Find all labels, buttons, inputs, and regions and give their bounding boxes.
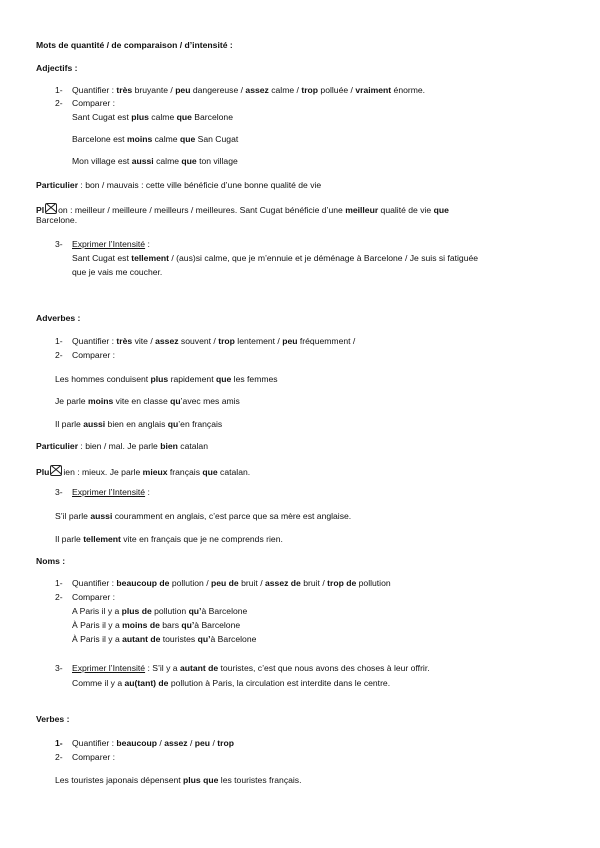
section-heading-verbes: Verbes : [36,714,70,724]
text: couramment en anglais, c’est parce que sa mère est anglaise. [112,511,352,521]
keyword: autant de [179,663,219,673]
text: catalan [177,441,208,451]
text: Plu [36,467,50,477]
text: ’en français [178,419,223,429]
text: calme [148,112,177,122]
adj-word: très [116,85,133,95]
keyword: que [179,134,196,144]
keyword: qu [170,396,181,406]
keyword: tellement [83,534,121,544]
adj-compare-line [55,99,115,109]
label: Quantifier : [72,85,117,95]
label: Comparer : [72,350,115,360]
text: calme / [268,85,302,95]
adj-word: vraiment [355,85,392,95]
keyword: aussi [90,511,113,521]
text: Comme il y a [72,678,125,688]
text: à Barcelone [210,634,257,644]
keyword: trop de [327,578,357,588]
adv-example-2 [55,397,240,407]
label: Quantifier : [72,578,117,588]
text: pollution [151,606,189,616]
list-number: 2- [55,752,63,762]
adv-particulier-line [36,442,208,452]
text: Il parle [55,419,84,429]
adj-plus-line-cont: Barcelone. [36,215,78,225]
text: touristes [160,634,198,644]
keyword: moins [87,396,114,406]
list-number: 1- [55,85,63,95]
text: bars [159,620,182,630]
text: français [167,467,203,477]
keyword: que [216,374,232,384]
text: Les touristes japonais dépensent [55,775,184,785]
text: Sant Cugat est [72,112,132,122]
text: À Paris il y a [72,634,123,644]
text: Barcelone [191,112,233,122]
keyword: que [181,156,197,166]
particulier-label: Particulier [36,441,79,451]
text: / [210,738,218,748]
text: Mon village est [72,156,132,166]
keyword: qu’ [188,606,202,616]
keyword: aussi [131,156,154,166]
text: Sant Cugat est [72,253,132,263]
keyword: meilleur [345,205,379,215]
noms-quantifier-line [55,579,391,589]
keyword: au(tant) de [124,678,169,688]
keyword: très [116,336,133,346]
text: San Cugat [195,134,239,144]
keyword: qu [167,419,179,429]
text: qualité de vie [378,205,434,215]
page-title: Mots de quantité / de comparaison / d’intensité : [36,40,233,50]
adv-example-3 [55,420,222,430]
text: souvent / [178,336,219,346]
text: dangereuse / [190,85,246,95]
label: Comparer : [72,98,115,108]
keyword: mieux [142,467,168,477]
keyword: plus [131,112,149,122]
noms-example-3 [72,635,256,645]
verbes-example-1 [55,776,302,786]
adj-example-2 [72,135,238,145]
adj-plus-line [36,203,449,216]
text: À Paris il y a [72,620,123,630]
keyword: que [202,467,218,477]
verbes-quantifier-line [55,739,234,749]
text: pollution à Paris, la circulation est interdite dans le centre. [168,678,391,688]
keyword: trop [218,336,235,346]
keyword: plus [150,374,169,384]
text: les touristes français. [218,775,302,785]
keyword: beaucoup de [116,578,170,588]
noms-intensite-text-2 [72,679,390,689]
text: catalan. [217,467,251,477]
keyword: peu de [211,578,239,588]
adj-intensite-line [55,240,150,250]
keyword: aussi [83,419,106,429]
text: A Paris il y a [72,606,122,616]
list-number: 1- [55,578,63,588]
keyword: plus de [121,606,152,616]
list-number: 1- [55,336,63,346]
adj-example-1 [72,113,233,123]
intensite-label: Exprimer l’Intensité [72,487,146,497]
broken-image-icon [45,203,57,214]
text: : S’il y a [145,663,180,673]
keyword: trop [217,738,234,748]
text: Il parle [55,534,84,544]
list-number: 3- [55,487,63,497]
text: ton village [196,156,238,166]
text: : bon / mauvais : cette ville bénéficie d’une bonne qualité de vie [78,180,322,190]
text: pollution / [169,578,212,588]
text: à Barcelone [201,606,248,616]
text: Pl [36,205,45,215]
label: Comparer : [72,752,115,762]
adv-intensite-ex-2 [55,535,283,545]
noms-compare-line [55,593,115,603]
adj-example-3 [72,157,238,167]
adv-intensite-line [55,488,150,498]
adj-word: peu [175,85,191,95]
section-heading-adverbes: Adverbes : [36,313,81,323]
text: pollution [356,578,391,588]
text: ien : mieux. Je parle [63,467,143,477]
text: : bien / mal. Je parle [78,441,161,451]
keyword: peu [194,738,211,748]
keyword: assez de [265,578,301,588]
particulier-label: Particulier [36,180,79,190]
text: rapidement [168,374,216,384]
keyword: qu’ [181,620,195,630]
label: Quantifier : [72,336,117,346]
intensite-label: Exprimer l’Intensité [72,663,146,673]
list-number: 3- [55,663,63,673]
section-heading-adjectifs: Adjectifs : [36,63,78,73]
keyword: qu’ [197,634,211,644]
adv-quantifier-line [55,337,355,347]
text: Barcelone est [72,134,127,144]
adv-compare-line [55,351,115,361]
list-number: 2- [55,350,63,360]
label: Comparer : [72,592,115,602]
keyword: moins [126,134,153,144]
adv-example-1 [55,375,278,385]
text: calme [153,156,182,166]
keyword: beaucoup [116,738,158,748]
keyword: que [176,112,192,122]
keyword: autant de [122,634,161,644]
text: énorme. [391,85,426,95]
text: polluée / [318,85,356,95]
broken-image-icon [50,465,62,476]
label: Quantifier : [72,738,117,748]
text: : [145,239,150,249]
keyword: assez [155,336,179,346]
text: / [187,738,195,748]
text: lentement / [234,336,283,346]
intensite-label: Exprimer l’Intensité [72,239,146,249]
adj-word: trop [301,85,319,95]
keyword: assez [164,738,188,748]
text: bruit / [238,578,265,588]
text: bruit / [300,578,328,588]
text: vite en classe [113,396,171,406]
text: les femmes [231,374,278,384]
text: ’avec mes amis [180,396,240,406]
text: calme [152,134,180,144]
adj-intensite-text-1 [72,254,478,264]
keyword: moins de [122,620,160,630]
text: Les hommes conduisent [55,374,151,384]
adj-quantifier-line [55,86,425,96]
text: bien en anglais [105,419,168,429]
list-number: 1- [55,738,63,748]
noms-example-2 [72,621,240,631]
text: bruyante / [132,85,176,95]
text: vite en français que je ne comprends rien. [120,534,283,544]
adj-intensite-text-2: que je vais me coucher. [72,267,163,277]
text: : [145,487,150,497]
list-number: 3- [55,239,63,249]
section-heading-noms: Noms : [36,556,66,566]
noms-example-1 [72,607,247,617]
noms-intensite-line [55,664,430,674]
adv-intensite-ex-1 [55,512,351,522]
text: fréquemment / [297,336,356,346]
text: / [157,738,165,748]
list-number: 2- [55,98,63,108]
text: vite / [132,336,156,346]
keyword: que [433,205,449,215]
keyword: plus que [183,775,219,785]
adv-plus-line [36,465,250,478]
adj-particulier-line [36,181,321,191]
text: Je parle [55,396,88,406]
verbes-compare-line [55,753,115,763]
text: touristes, c’est que nous avons des choses à leur offrir. [218,663,430,673]
keyword: peu [282,336,298,346]
keyword: bien [160,441,178,451]
list-number: 2- [55,592,63,602]
text: S’il parle [55,511,91,521]
text: on : meilleur / meilleure / meilleurs / meilleures. Sant Cugat bénéficie d’une [58,205,346,215]
keyword: tellement [131,253,169,263]
text: à Barcelone [194,620,241,630]
text: / (aus)si calme, que je m’ennuie et je déménage à Barcelone / Je suis si fatiguée [168,253,479,263]
adj-word: assez [245,85,269,95]
